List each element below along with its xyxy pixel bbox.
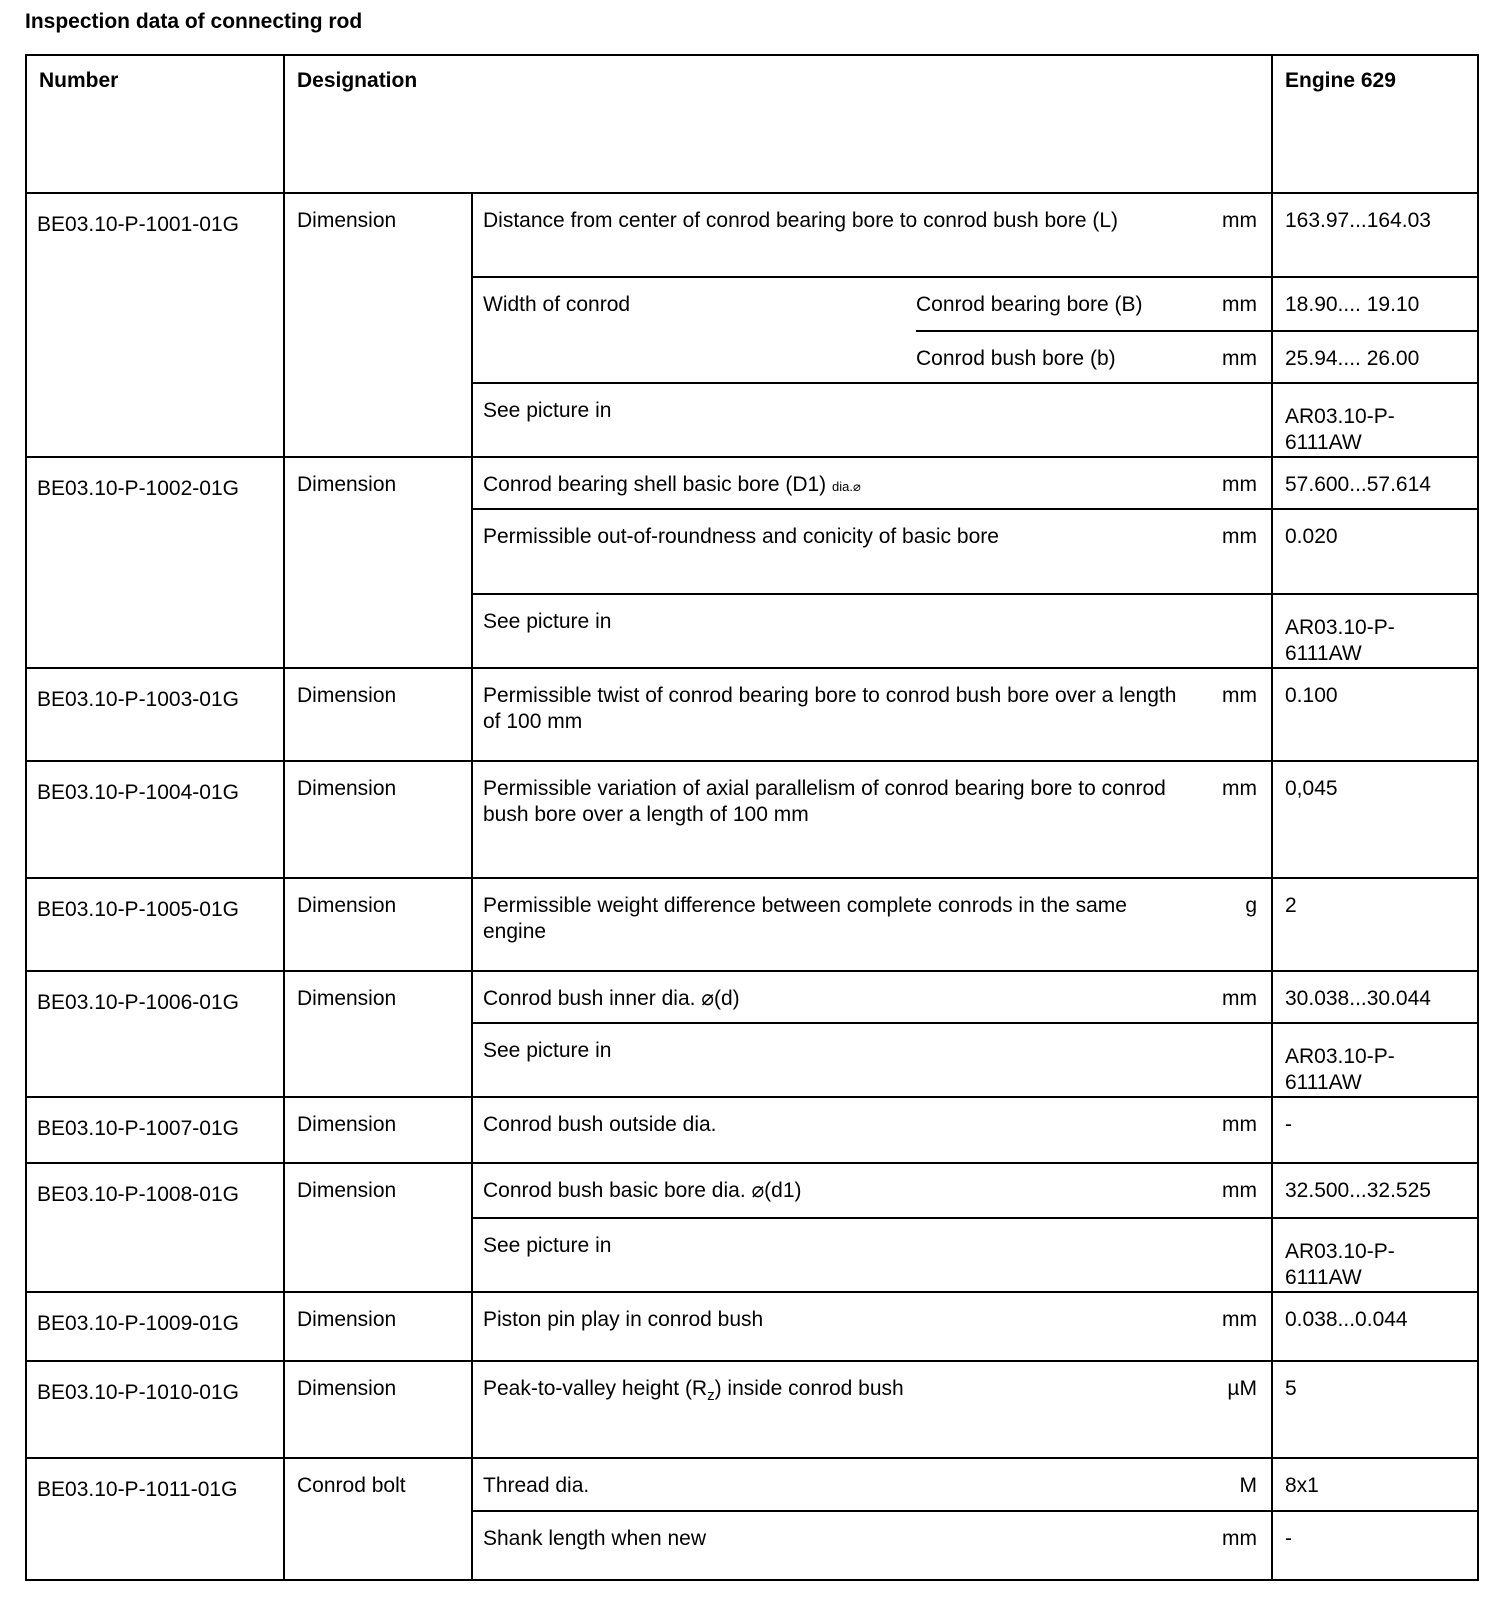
row-description: Shank length when new [472, 1511, 1192, 1580]
row-designation: Dimension [284, 761, 472, 878]
row-number: BE03.10-P-1002-01G [26, 457, 284, 668]
row-unit: M [1192, 1458, 1272, 1511]
row-value: 57.600...57.614 [1272, 457, 1478, 509]
row-number: BE03.10-P-1004-01G [26, 761, 284, 878]
row-number: BE03.10-P-1006-01G [26, 971, 284, 1097]
row-number: BE03.10-P-1007-01G [26, 1097, 284, 1163]
inspection-table [25, 54, 1479, 1581]
row-description: Distance from center of conrod bearing bore to conrod bush bore (L) [472, 193, 1192, 277]
row-number: BE03.10-P-1001-01G [26, 193, 284, 457]
row-description: Conrod bush outside dia. [472, 1097, 1192, 1163]
row-unit: mm [1192, 971, 1272, 1023]
row-number: BE03.10-P-1005-01G [26, 878, 284, 971]
row-value: 30.038...30.044 [1272, 971, 1478, 1023]
row-unit: mm [1192, 761, 1272, 878]
table-row [26, 1097, 1478, 1163]
row-unit: g [1192, 878, 1272, 971]
table-header-row [26, 55, 1478, 193]
row-description [472, 457, 1192, 509]
row-designation: Conrod bolt [284, 1458, 472, 1580]
table-row [26, 1163, 1478, 1218]
row-unit: mm [1192, 1292, 1272, 1361]
row-description: Permissible twist of conrod bearing bore to conrod bush bore over a length of 100 mm [472, 668, 1192, 761]
row-unit: mm [1192, 668, 1272, 761]
row-number: BE03.10-P-1011-01G [26, 1458, 284, 1580]
description-text: Peak-to-valley height (R [483, 1377, 708, 1400]
row-value: 5 [1272, 1361, 1478, 1458]
row-unit: mm [1192, 509, 1272, 594]
subscript-z: z [707, 1387, 715, 1405]
description-text: Conrod bearing shell basic bore (D1) [483, 473, 827, 496]
table-row [26, 971, 1478, 1023]
row-value: 25.94.... 26.00 [1272, 331, 1478, 383]
table-row [26, 1458, 1478, 1511]
row-number: BE03.10-P-1010-01G [26, 1361, 284, 1458]
diameter-note: dia.⌀ [832, 479, 861, 494]
picture-reference: AR03.10-P-6111AW [1272, 383, 1478, 457]
row-unit: mm [1192, 331, 1272, 383]
row-description [472, 1361, 1192, 1458]
row-designation: Dimension [284, 1097, 472, 1163]
row-value: 18.90.... 19.10 [1272, 277, 1478, 331]
header-designation: Designation [284, 55, 1272, 193]
document-title: Inspection data of connecting rod [25, 10, 363, 33]
table-row [26, 1361, 1478, 1458]
row-unit: mm [1192, 1163, 1272, 1218]
picture-label: See picture in [472, 594, 1272, 668]
row-value: - [1272, 1097, 1478, 1163]
row-value: 32.500...32.525 [1272, 1163, 1478, 1218]
table-row [26, 457, 1478, 509]
picture-reference: AR03.10-P-6111AW [1272, 1023, 1478, 1097]
sub-description: Conrod bush bore (b) [916, 331, 1192, 383]
row-description: Permissible variation of axial parallelism of conrod bearing bore to conrod bush bore over a length of 100 mm [472, 761, 1192, 878]
row-value: 2 [1272, 878, 1478, 971]
row-unit: mm [1192, 457, 1272, 509]
row-value: 163.97...164.03 [1272, 193, 1478, 277]
table-row [26, 1292, 1478, 1361]
row-number: BE03.10-P-1003-01G [26, 668, 284, 761]
row-number: BE03.10-P-1008-01G [26, 1163, 284, 1292]
row-designation: Dimension [284, 971, 472, 1097]
row-designation: Dimension [284, 1292, 472, 1361]
row-designation: Dimension [284, 1361, 472, 1458]
row-description: Conrod bush inner dia. ⌀(d) [472, 971, 1192, 1023]
row-description: Thread dia. [472, 1458, 1192, 1511]
picture-label: See picture in [472, 383, 1272, 457]
row-unit: mm [1192, 1511, 1272, 1580]
header-number: Number [26, 55, 284, 193]
row-designation: Dimension [284, 1163, 472, 1292]
row-value: 0.020 [1272, 509, 1478, 594]
sub-description: Conrod bearing bore (B) [916, 277, 1192, 331]
row-designation: Dimension [284, 668, 472, 761]
row-description: Permissible out-of-roundness and conicity of basic bore [472, 509, 1192, 594]
header-engine: Engine 629 [1272, 55, 1478, 193]
row-unit: µM [1192, 1361, 1272, 1458]
row-description: Conrod bush basic bore dia. ⌀(d1) [472, 1163, 1192, 1218]
table-row [26, 668, 1478, 761]
row-value: - [1272, 1511, 1478, 1580]
description-text-end: ) inside conrod bush [714, 1377, 904, 1400]
table-row [26, 193, 1478, 277]
row-description: Permissible weight difference between complete conrods in the same engine [472, 878, 1192, 971]
row-designation: Dimension [284, 878, 472, 971]
row-number: BE03.10-P-1009-01G [26, 1292, 284, 1361]
row-description: Piston pin play in conrod bush [472, 1292, 1192, 1361]
picture-label: See picture in [472, 1218, 1272, 1292]
row-unit: mm [1192, 1097, 1272, 1163]
picture-reference: AR03.10-P-6111AW [1272, 594, 1478, 668]
picture-reference: AR03.10-P-6111AW [1272, 1218, 1478, 1292]
row-designation: Dimension [284, 193, 472, 457]
row-value: 0.038...0.044 [1272, 1292, 1478, 1361]
row-designation: Dimension [284, 457, 472, 668]
width-label: Width of conrod [472, 277, 916, 383]
row-value: 0.100 [1272, 668, 1478, 761]
picture-label: See picture in [472, 1023, 1272, 1097]
table-row [26, 878, 1478, 971]
table-row [26, 761, 1478, 878]
row-unit: mm [1192, 193, 1272, 277]
row-unit: mm [1192, 277, 1272, 331]
row-value: 8x1 [1272, 1458, 1478, 1511]
row-value: 0,045 [1272, 761, 1478, 878]
